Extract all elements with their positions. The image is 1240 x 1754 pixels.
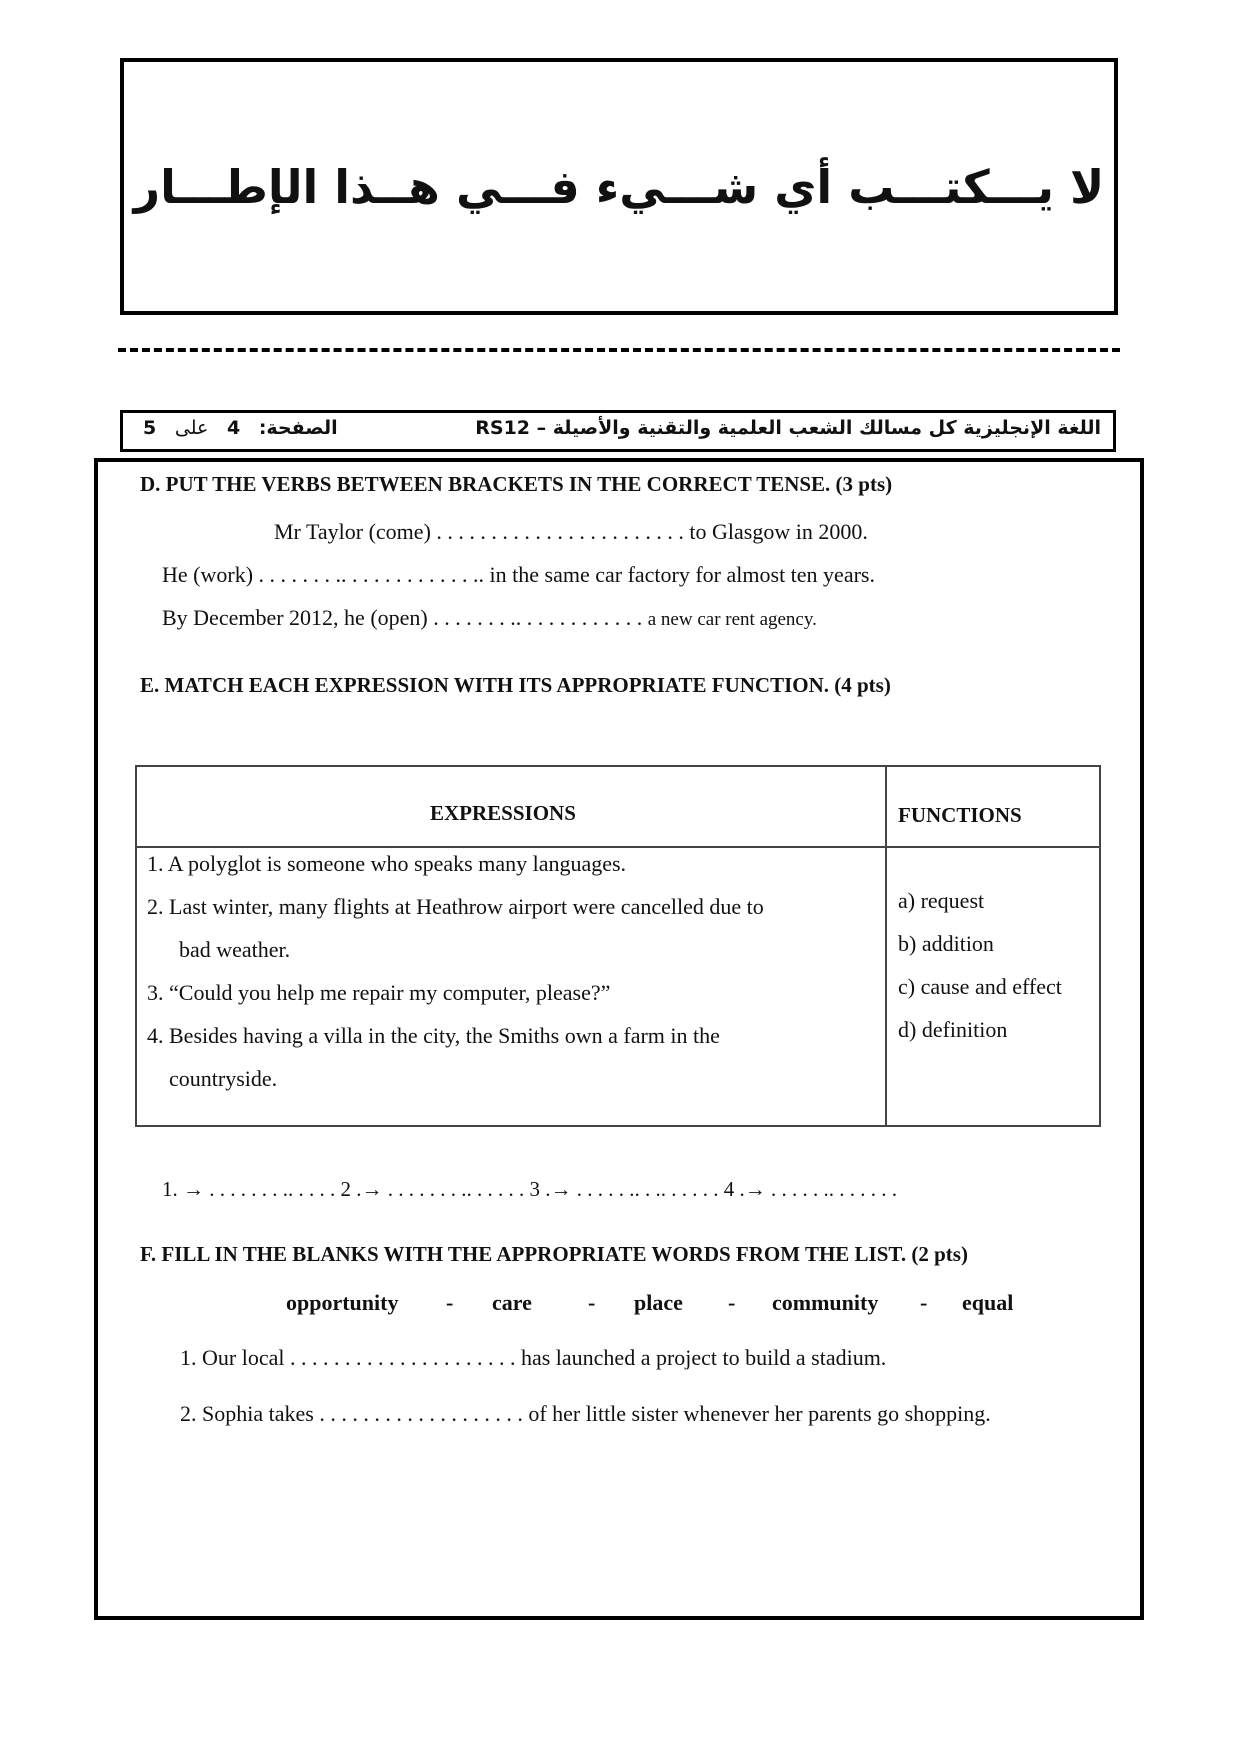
function-b: b) addition (898, 931, 994, 956)
exam-subject: اللغة الإنجليزية كل مسالك الشعب العلمية والتقنية والأصيلة – RS12 (475, 417, 1101, 439)
page-indicator (137, 417, 344, 439)
word-separator: - (728, 1290, 736, 1315)
function-a: a) request (898, 888, 985, 913)
expression-2-cont: bad weather. (179, 937, 291, 962)
fill-sentence-1: 1. Our local . . . . . . . . . . . . . . . . . . . . . has launched a project to build a stadium. (180, 1345, 887, 1370)
exam-header-bar (120, 410, 1116, 452)
match-answer-line: 1. → . . . . . . . .. . . . . 2 .→ . . . . . . . .. . . . . . 3 .→ . . . . . .. . .. . . . . . 4 .→ . . . . . .. . . . . . . (162, 1177, 897, 1201)
section-f-heading: F. FILL IN THE BLANKS WITH THE APPROPRIATE WORDS FROM THE LIST. (2 pts) (140, 1242, 968, 1266)
table-column-divider (885, 767, 887, 1125)
of-label: على (174, 417, 209, 439)
page-label: الصفحة: (258, 417, 338, 439)
table-row-divider (137, 846, 1099, 848)
expression-1: 1. A polyglot is someone who speaks many languages. (147, 851, 627, 876)
section-d-line-2: He (work) . . . . . . . .. . . . . . . . . . . . .. in the same car factory for almost ten years. (162, 562, 875, 587)
word-opportunity: opportunity (286, 1290, 399, 1315)
match-table (135, 765, 1101, 1127)
fill-sentence-2: 2. Sophia takes . . . . . . . . . . . . . . . . . . . of her little sister whenever her parents go shopping. (180, 1401, 991, 1426)
expression-4: 4. Besides having a villa in the city, the Smiths own a farm in the (147, 1023, 720, 1048)
section-d-line-3 (162, 605, 817, 631)
expressions-header: EXPRESSIONS (430, 801, 576, 825)
word-separator: - (588, 1290, 596, 1315)
section-d-line-1: Mr Taylor (come) . . . . . . . . . . . . . . . . . . . . . . . to Glasgow in 2000. (274, 519, 868, 544)
word-place: place (634, 1290, 683, 1315)
expression-4-cont: countryside. (169, 1066, 278, 1091)
expression-3: 3. “Could you help me repair my computer, please?” (147, 980, 611, 1005)
function-d: d) definition (898, 1017, 1008, 1042)
cut-line-separator (118, 348, 1120, 352)
section-d-line-3-end: a new car rent agency. (647, 609, 817, 630)
page-number: 4 (226, 417, 241, 439)
section-d-line-3-prompt: By December 2012, he (open) . . . . . . . .. . . . . . . . . . . . (162, 605, 643, 630)
page-total: 5 (143, 417, 157, 439)
no-writing-frame (120, 58, 1118, 315)
expression-2: 2. Last winter, many flights at Heathrow airport were cancelled due to (147, 894, 764, 919)
word-community: community (772, 1290, 879, 1315)
word-list (286, 1290, 1046, 1322)
word-care: care (492, 1290, 532, 1315)
word-separator: - (446, 1290, 454, 1315)
function-c: c) cause and effect (898, 974, 1062, 999)
word-equal: equal (962, 1290, 1014, 1315)
functions-header: FUNCTIONS (898, 803, 1022, 827)
section-d-heading: D. PUT THE VERBS BETWEEN BRACKETS IN THE CORRECT TENSE. (3 pts) (140, 472, 893, 496)
word-separator: - (920, 1290, 928, 1315)
section-e-heading: E. MATCH EACH EXPRESSION WITH ITS APPROPRIATE FUNCTION. (4 pts) (140, 673, 891, 697)
no-writing-notice: لا يـــكتـــب أي شـــيء فـــي هــذا الإطـــار (133, 159, 1105, 214)
